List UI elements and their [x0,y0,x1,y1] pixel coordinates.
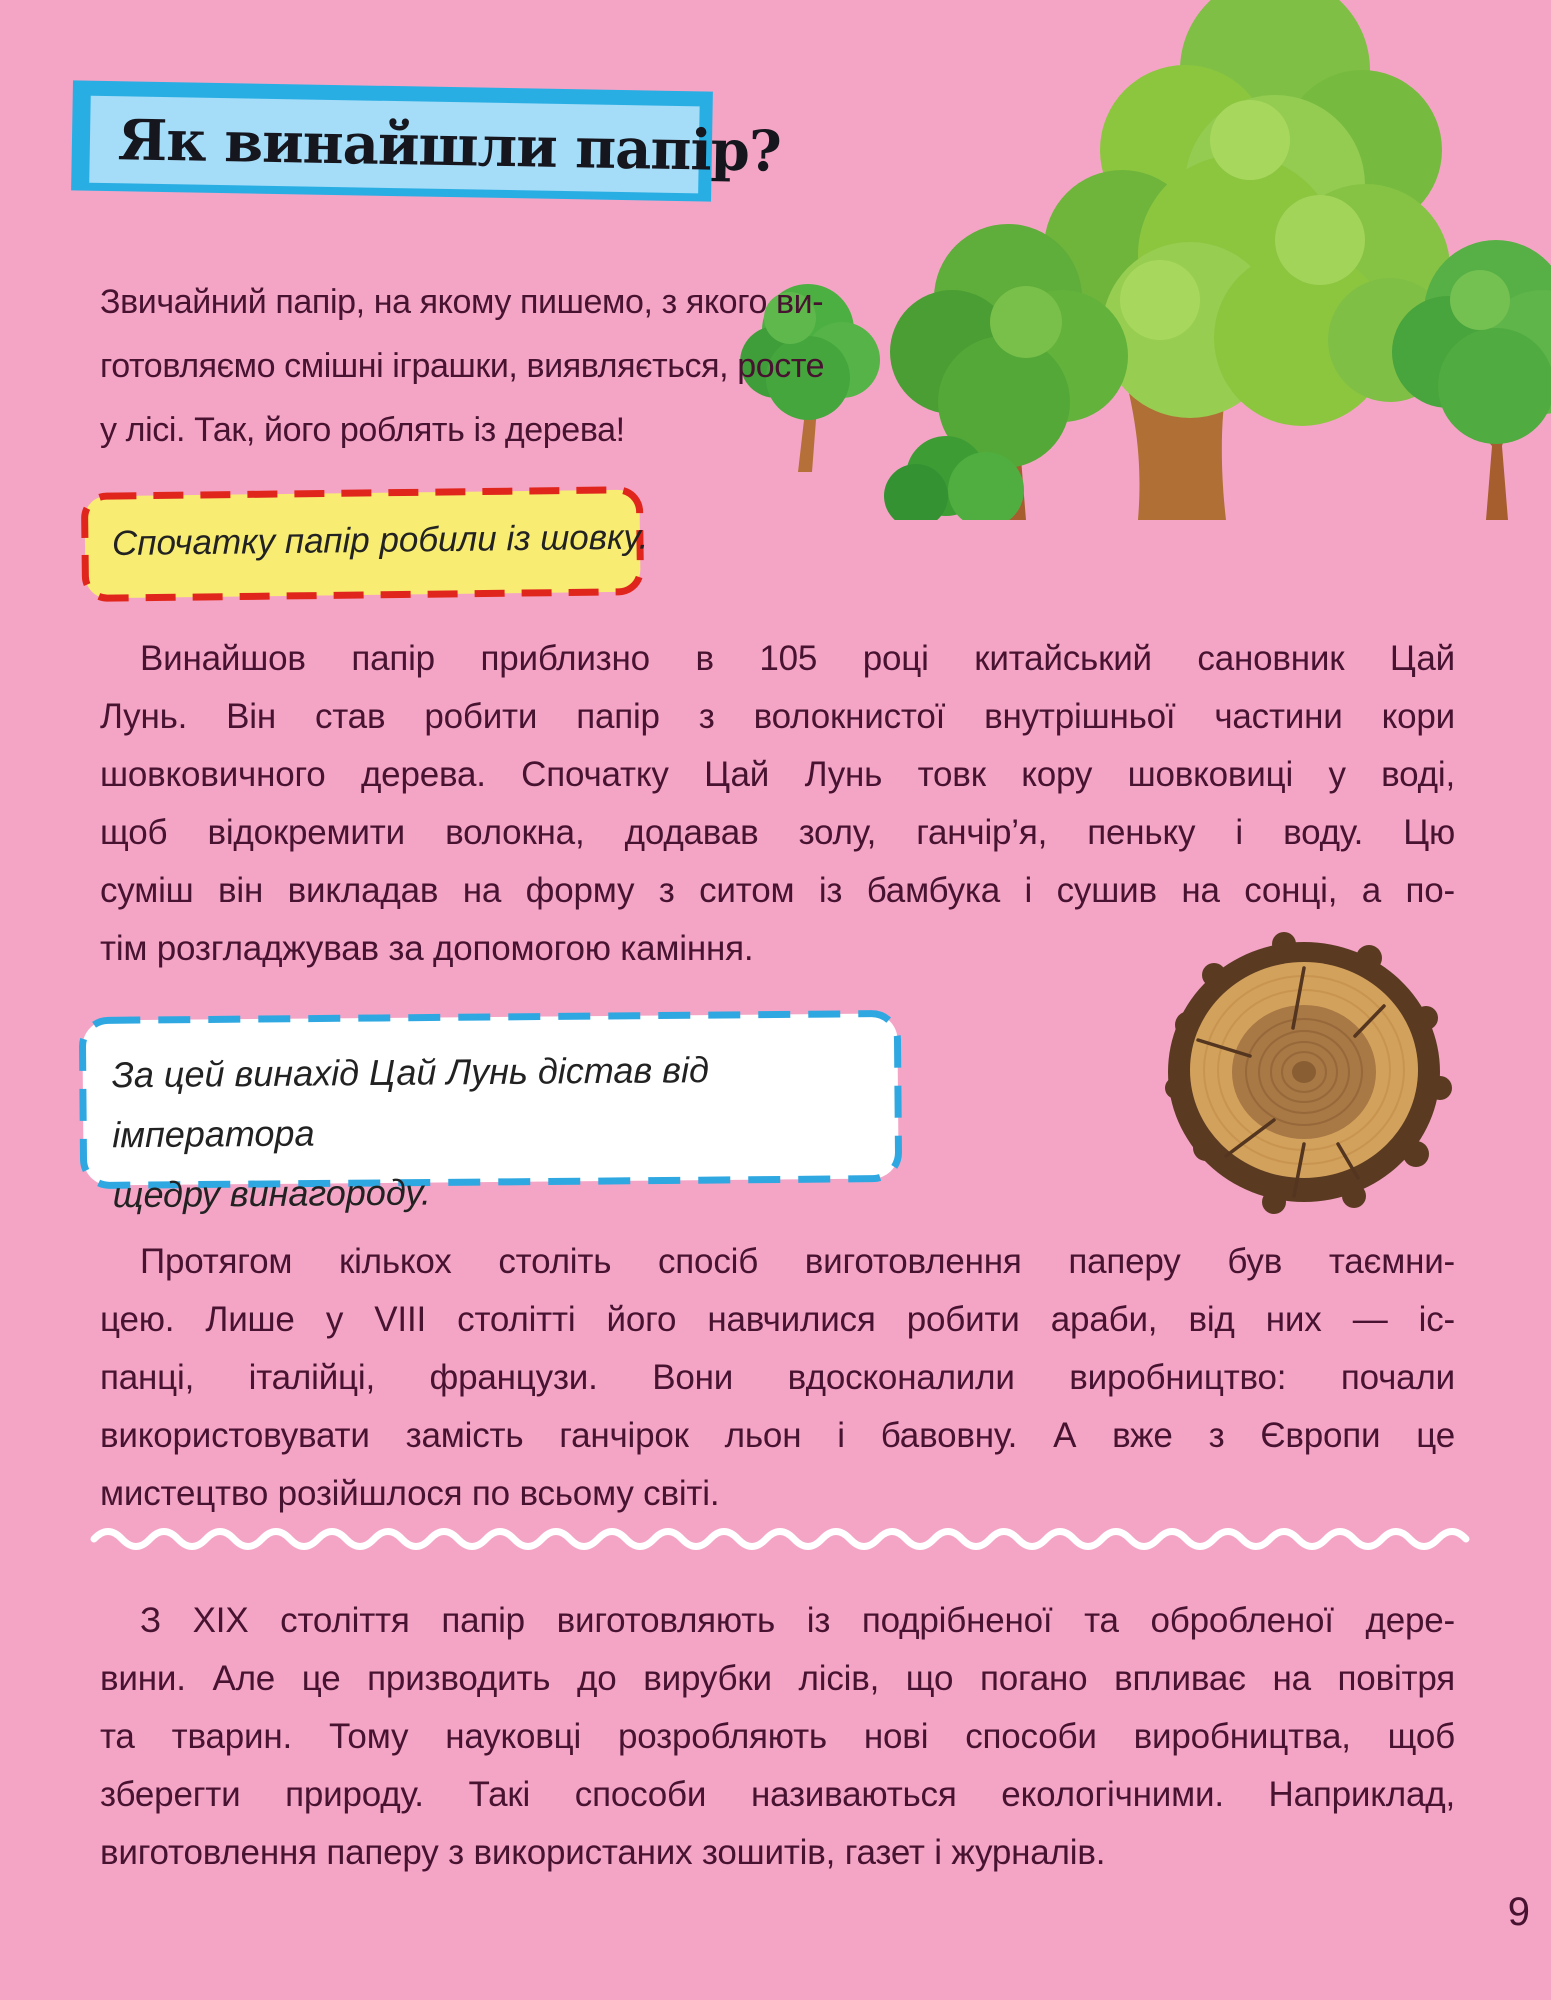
text-line: Протягом кількох століть спосіб виготовлення паперу був таємни- [140,1242,1455,1281]
paragraph-intro [100,270,880,462]
wavy-divider-graphic [90,1520,1470,1558]
text-line: З XIX століття папір виготовляють із подрібненої та обробленої дере- [140,1601,1455,1640]
log-cross-section-illustration [1152,930,1456,1214]
text-line: у лісі. Так, його роблять із дерева! [100,411,625,449]
page-title-banner-inner [89,96,782,194]
text-line: тім розгладжував за допомогою каміння. [100,929,754,968]
text-line: виготовлення паперу з використаних зошитів, газет і журналів. [100,1833,1106,1872]
text-line: мистецтво розійшлося по всьому світі. [100,1474,720,1513]
wavy-divider [90,1520,1470,1558]
callout-emperor-reward [77,1008,903,1216]
text-line: вини. Але це призводить до вирубки лісів, що погано впливає на повітря [100,1659,1455,1698]
callout-reward-text [77,1008,904,1225]
text-line: готовляємо смішні іграшки, виявляється, росте [100,347,825,385]
text-line: Звичайний папір, на якому пишемо, з якого ви- [100,283,824,321]
text-line: Лунь. Він став робити папір з волокнистої внутрішньої частини кори [100,697,1455,736]
text-line: зберегти природу. Такі способи називаються екологічними. Наприклад, [100,1775,1455,1814]
log-graphic [1152,930,1456,1214]
text-line: суміш він викладав на форму з ситом із бамбука і сушив на сонці, а по- [100,871,1455,910]
paragraph-secret-spreads [100,1233,1455,1523]
text-line: Винайшов папір приблизно в 105 році китайський сановник Цай [140,639,1455,678]
page-number: 9 [1507,1890,1530,1934]
paragraph-modern-paper [100,1592,1455,1882]
text-line: щоб відокремити волокна, додавав золу, ганчір’я, пеньку і воду. Цю [100,813,1455,852]
text-line: використовувати замість ганчірок льон і бавовну. А вже з Європи це [100,1416,1455,1455]
text-line: та тварин. Тому науковці розробляють нові способи виробництва, щоб [100,1717,1455,1756]
text-line: цею. Лише у VIII столітті його навчилися робити араби, від них — іс- [100,1300,1455,1339]
text-line: За цей винахід Цай Лунь дістав від імператора [111,1049,710,1156]
paragraph-cai-lun [100,630,1455,978]
callout-silk-fact [79,485,649,604]
page-title: Як винайшли папір? [117,106,782,185]
text-line: шовковичного дерева. Спочатку Цай Лунь товк кору шовковиці у воді, [100,755,1455,794]
callout-silk-text: Спочатку папір робили із шовку. [111,517,649,564]
text-line: панці, італійці, французи. Вони вдосконалили виробництво: почали [100,1358,1455,1397]
text-line: щедру винагороду. [112,1171,432,1216]
wavy-divider-path [94,1532,1466,1547]
page-title-banner [71,80,782,201]
